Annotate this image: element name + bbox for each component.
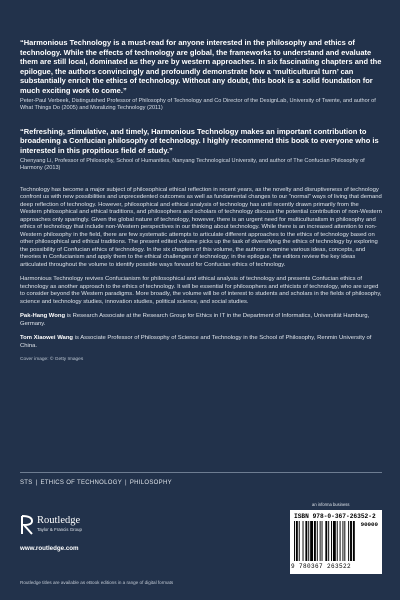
description-paragraph-2: Harmonious Technology revives Confucianism for philosophical and ethical analysis of technology and presents Confucian ethics of technology as another approach to the ethics of technology. It will be essential for philosophers and ethicists of technology, who are urged to consider beyond the Western paradigms. More broadly, the volume will be of interest to students and scholars in the fields of philosophy, science and technology studies, innovation studies, political science, and social studies. — [20, 276, 382, 305]
barcode — [290, 510, 382, 574]
review-quote-2: “Refreshing, stimulative, and timely, Harmonious Technology makes an important contribution to broadening a Confucian philosophy of technology. I highly recommend this book to everyone who is interested in this propitious field of study.” — [20, 126, 379, 155]
subject-ethics-of-technology: ETHICS OF TECHNOLOGY — [40, 480, 123, 486]
editor-name-1: Pak-Hang Wong — [20, 313, 66, 320]
back-cover-content — [20, 38, 382, 362]
editor-bio-text-1: is Research Associate at the Research Group for Ethics in IT in the Department of Informatics, Universität Hamburg, Germany. — [20, 313, 370, 327]
cover-credit: Cover image: © Getty Images — [20, 357, 84, 363]
barcode-bar — [348, 521, 349, 561]
subject-categories: STS | ETHICS OF TECHNOLOGY | PHILOSOPHY — [20, 480, 172, 486]
publisher-logo-block — [20, 515, 150, 571]
barcode-bar — [294, 521, 295, 561]
review-attribution-1: Peter-Paul Verbeek, Distinguished Professor of Philosophy of Technology and Co Director of the DesignLab, University of Twente, and author of What Things Do (2005) and Moralizing Technology (2011) — [20, 97, 376, 112]
informa-label: an informa business — [312, 502, 350, 507]
publisher-subtitle: Taylor & Francis Group — [37, 527, 82, 532]
review-attribution-2: Chenyang Li, Professor of Philosophy, School of Humanities, Nanyang Technological University, and author of The Confucian Philosophy of Harmony (2013) — [20, 157, 365, 172]
publisher-name: Routledge — [37, 515, 81, 526]
barcode-bar — [303, 521, 304, 561]
barcode-bars — [294, 521, 378, 561]
editor-bio-1 — [20, 313, 382, 328]
barcode-bar — [337, 521, 338, 561]
price-code: 90000 — [360, 521, 378, 528]
barcode-bar — [314, 521, 316, 561]
barcode-digits: 9 780367 263522 — [291, 563, 352, 570]
barcode-bar — [328, 521, 329, 561]
barcode-bar — [325, 521, 327, 561]
isbn-text: ISBN 978-0-367-26352-2 — [294, 513, 376, 520]
barcode-bar — [299, 521, 300, 561]
barcode-bar — [317, 521, 318, 561]
barcode-bar — [342, 521, 343, 561]
publisher-website[interactable]: www.routledge.com — [20, 545, 79, 552]
barcode-bar — [340, 521, 341, 561]
barcode-bar — [333, 521, 336, 561]
ebook-footnote: Routledge titles are available as eBook editions in a range of digital formats — [20, 580, 174, 585]
barcode-bar — [305, 521, 307, 561]
description-paragraph-1: Technology has become a major subject of philosophical ethical reflection in recent years, as the novelty and disruptiveness of technology confront us with new possibilities and unprecedented outcomes as well as fundamental changes to our “normal” ways of living that demand deep reflection of technology. However, philosophical and ethical analysis of technology has until recently drawn primarily from the Western philosophical and ethical traditions, and philosophers and scholars of technology discuss the potential contribution of non-Western approaches only sparingly. Given the global nature of technology, however, there is an urgent need for multiculturalism in philosophy and ethics of technology that include non-Western perspectives in our thinking about technology. While there is an increased attention to non-Western philosophy in the field, there are few systematic attempts to articulate different approaches to the ethics of technology based on other philosophical and ethical traditions. The present edited volume picks up the task of diversifying the ethics of technology by exploring the possibility of Confucian ethics of technology. In the six chapters of this volume, the authors examine various ideas, concepts, and theories in Confucianism and apply them to the ethical challenges of technology; in the epilogue, the editors review the key ideas articulated throughout the volume to identify possible ways forward for Confucian ethics of technology. — [20, 186, 382, 268]
review-quote-1: “Harmonious Technology is a must-read for anyone interested in the philosophy and ethics of technology. While the effects of technology are global, the frameworks to understand and evaluate them are still local, dominated as they are by western approaches. In six fascinating chapters and the epilogue, the authors convincingly and profoundly demonstrate how a ‘multicultural turn’ can substantially enrich the ethics of technology. Without any doubt, this book is a solid foundation for much exciting work to come.” — [20, 38, 382, 95]
divider — [20, 472, 382, 473]
barcode-bar — [322, 521, 323, 561]
editor-bio-text-2: is Associate Professor of Philosophy of Science and Technology in the School of Philosophy, Renmin University of China. — [20, 335, 372, 349]
subject-sts: STS — [20, 480, 33, 486]
editor-bio-2 — [20, 335, 382, 350]
barcode-bar — [310, 521, 313, 561]
barcode-bar — [296, 521, 298, 561]
routledge-logo-icon — [20, 515, 34, 535]
barcode-bar — [353, 521, 355, 561]
barcode-bar — [320, 521, 321, 561]
barcode-bar — [344, 521, 345, 561]
subject-philosophy: PHILOSOPHY — [129, 480, 172, 486]
barcode-bar — [308, 521, 309, 561]
barcode-bar — [331, 521, 332, 561]
editor-name-2: Tom Xiaowei Wang — [20, 335, 74, 342]
barcode-bar — [350, 521, 352, 561]
